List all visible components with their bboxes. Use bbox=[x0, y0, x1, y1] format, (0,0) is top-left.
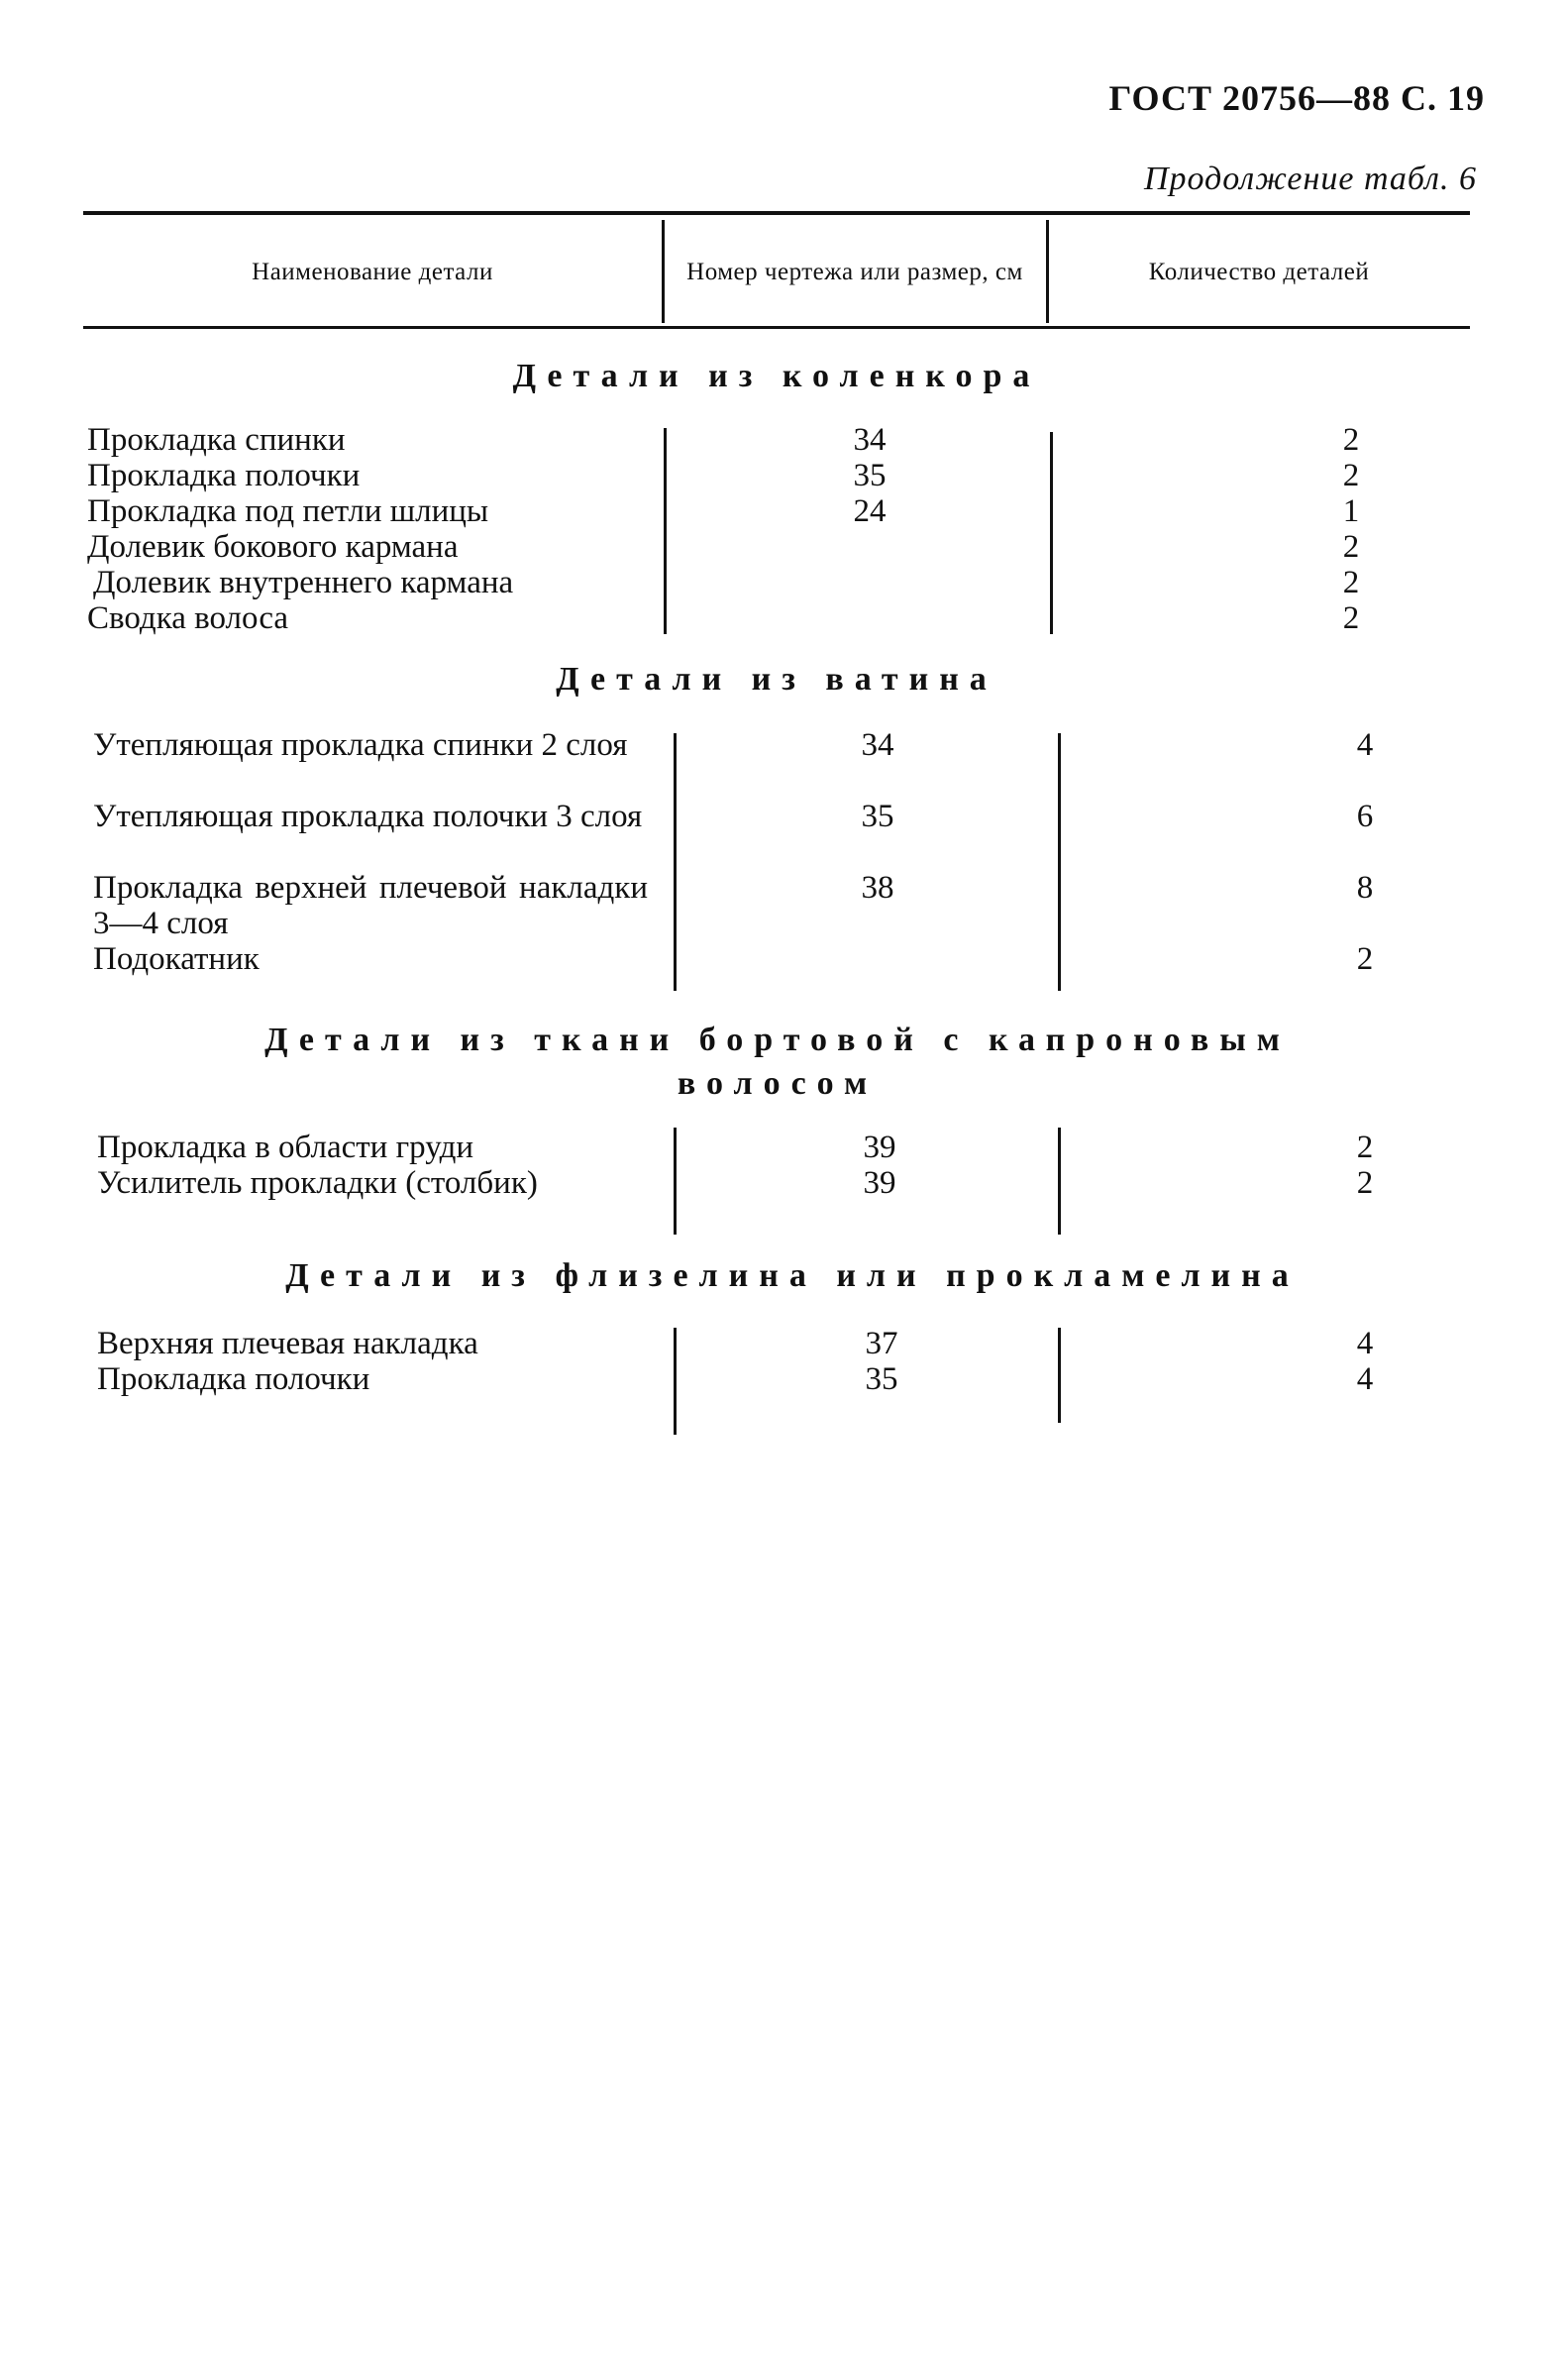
drawing-number: 34 bbox=[853, 422, 887, 458]
drawing-number: 34 bbox=[861, 727, 894, 763]
column-divider bbox=[1058, 1128, 1061, 1235]
part-name: Прокладка под петли шлицы bbox=[87, 493, 489, 529]
column-divider bbox=[664, 428, 667, 634]
drawing-number: 24 bbox=[853, 493, 887, 529]
part-name: Подокатник bbox=[93, 941, 260, 977]
section-title: Детали из ткани бортовой с капроновым волосом bbox=[264, 1022, 1291, 1102]
part-quantity: 2 bbox=[1342, 529, 1360, 565]
section-title: Детали из ватина bbox=[556, 661, 997, 698]
part-name: Утепляющая прокладка спинки 2 слоя bbox=[93, 727, 628, 763]
part-name: Прокладка спинки bbox=[87, 422, 346, 458]
column-divider bbox=[674, 1328, 677, 1435]
part-name: Сводка волоса bbox=[87, 600, 289, 636]
part-name: Долевик внутреннего кармана bbox=[93, 565, 514, 600]
part-name: Верхняя плечевая накладка bbox=[97, 1326, 478, 1361]
table-top-rule bbox=[83, 211, 1470, 215]
part-quantity: 2 bbox=[1342, 600, 1360, 636]
column-divider bbox=[674, 733, 677, 991]
part-quantity: 6 bbox=[1356, 799, 1374, 834]
part-quantity: 4 bbox=[1356, 1361, 1374, 1397]
drawing-number: 35 bbox=[853, 458, 887, 493]
part-quantity: 4 bbox=[1356, 1326, 1374, 1361]
column-header-number: Номер чертежа или размер, см bbox=[686, 258, 1023, 285]
part-quantity: 4 bbox=[1356, 727, 1374, 763]
part-quantity: 1 bbox=[1342, 493, 1360, 529]
table-continuation-label: Продолжение табл. 6 bbox=[1143, 161, 1477, 197]
column-divider bbox=[1058, 1328, 1061, 1423]
part-name: Прокладка полочки bbox=[97, 1361, 370, 1397]
part-name: Прокладка верхней плечевой накладки 3—4 слоя bbox=[93, 870, 648, 941]
drawing-number: 39 bbox=[863, 1130, 896, 1165]
part-name: Долевик бокового кармана bbox=[87, 529, 459, 565]
part-quantity: 2 bbox=[1356, 1165, 1374, 1201]
column-divider bbox=[1058, 733, 1061, 991]
column-divider bbox=[1046, 220, 1049, 323]
drawing-number: 35 bbox=[865, 1361, 898, 1397]
section-title: Детали из флизелина или прокламелина bbox=[285, 1257, 1300, 1294]
drawing-number: 38 bbox=[861, 870, 894, 906]
column-header-name: Наименование детали bbox=[252, 258, 493, 285]
section-title: Детали из коленкора bbox=[512, 358, 1041, 394]
column-header-quantity: Количество деталей bbox=[1148, 258, 1370, 285]
drawing-number: 37 bbox=[865, 1326, 898, 1361]
part-name: Утепляющая прокладка полочки 3 слоя bbox=[93, 799, 643, 834]
part-name: Усилитель прокладки (столбик) bbox=[97, 1165, 538, 1201]
part-quantity: 2 bbox=[1342, 565, 1360, 600]
part-quantity: 2 bbox=[1356, 941, 1374, 977]
drawing-number: 35 bbox=[861, 799, 894, 834]
column-divider bbox=[1050, 432, 1053, 634]
column-divider bbox=[662, 220, 665, 323]
part-quantity: 2 bbox=[1342, 422, 1360, 458]
part-quantity: 2 bbox=[1342, 458, 1360, 493]
table-header-rule bbox=[83, 326, 1470, 329]
column-divider bbox=[674, 1128, 677, 1235]
part-quantity: 8 bbox=[1356, 870, 1374, 906]
part-name: Прокладка в области груди bbox=[97, 1130, 474, 1165]
part-quantity: 2 bbox=[1356, 1130, 1374, 1165]
drawing-number: 39 bbox=[863, 1165, 896, 1201]
part-name: Прокладка полочки bbox=[87, 458, 361, 493]
page-header: ГОСТ 20756—88 С. 19 bbox=[1108, 78, 1485, 118]
